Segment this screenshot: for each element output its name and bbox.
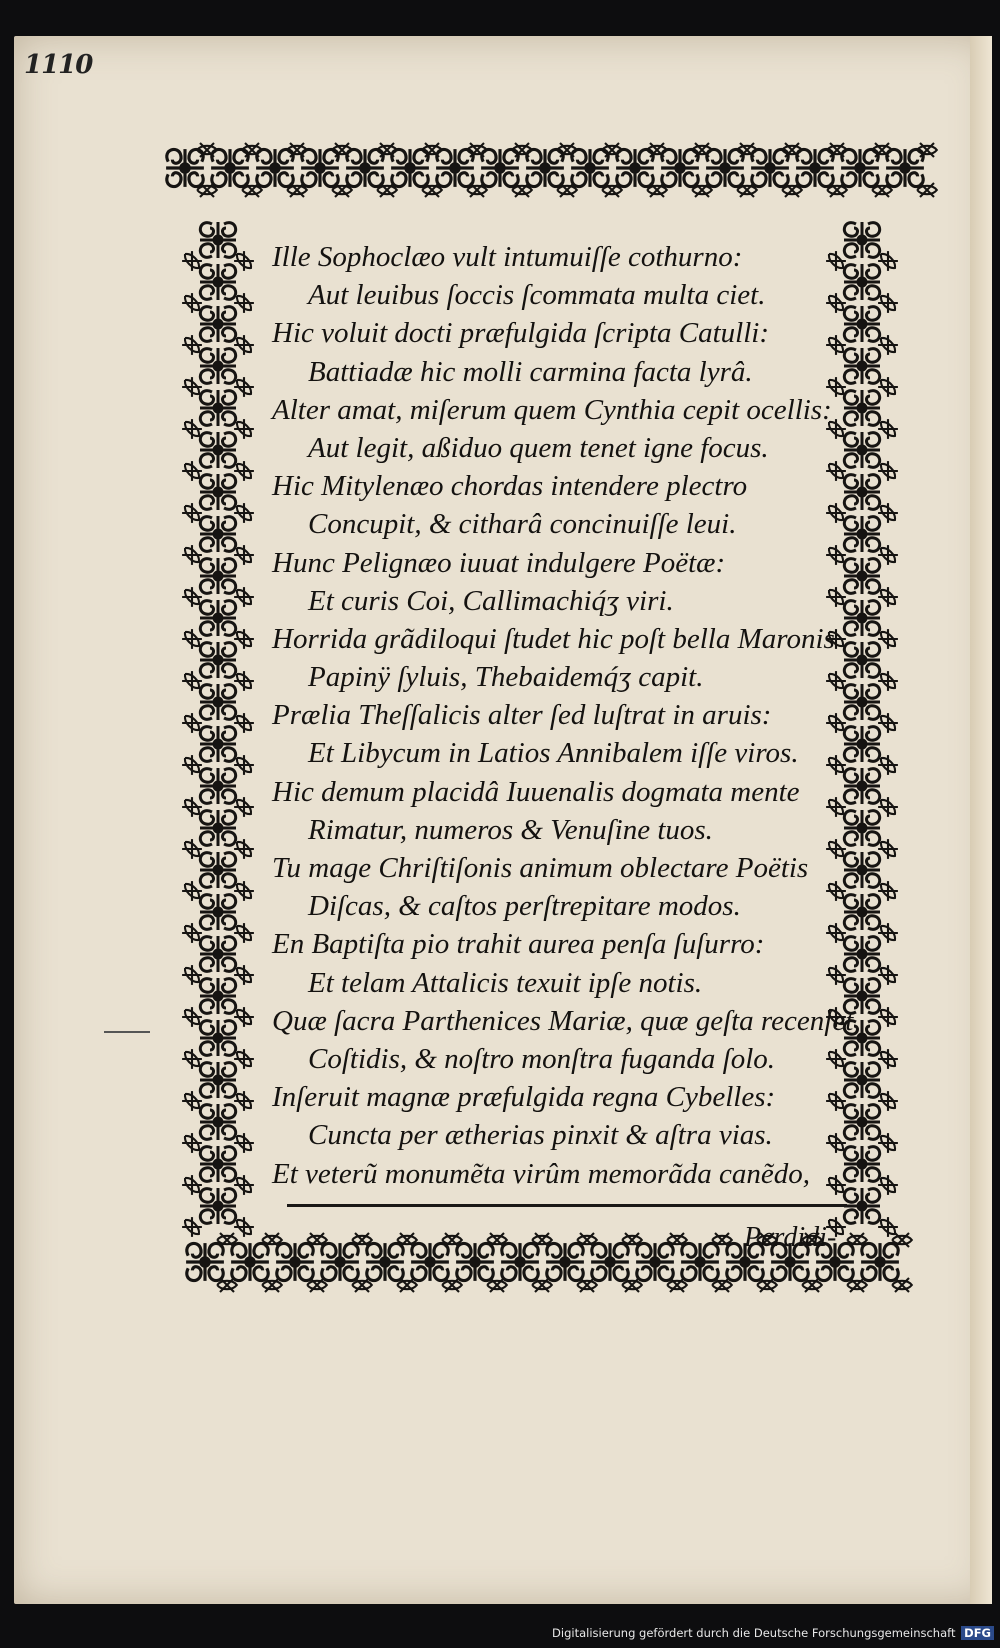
verse-line: Battiadæ hic molli carmina facta lyrâ. xyxy=(308,355,753,388)
verse-line: Tu mage Chriſtiſonis animum oblectare Poëtis xyxy=(272,852,809,884)
verse-line: Ille Sophoclæo vult intumuiſſe cothurno: xyxy=(272,241,743,273)
verse-line: Aut leuibus ſoccis ſcommata multa ciet. xyxy=(308,279,766,312)
verse-line: Concupit, & citharâ concinuiſſe leui. xyxy=(308,508,737,541)
closing-rule xyxy=(287,1204,847,1207)
verse-line: Quæ ſacra Parthenices Mariæ, quæ geſta recenſet xyxy=(272,1004,854,1037)
verse-line: Coſtidis, & noſtro monſtra fuganda ſolo. xyxy=(308,1042,776,1075)
margin-mark xyxy=(104,1031,150,1033)
verse-line: Cuncta per ætherias pinxit & aſtra vias. xyxy=(308,1119,773,1152)
verse-line: Inſeruit magnæ præfulgida regna Cybelles: xyxy=(272,1081,776,1114)
verse-line: En Baptiſta pio trahit aurea penſa ſuſurro: xyxy=(272,928,765,961)
poem-text xyxy=(272,238,852,1193)
folio-number: 1110 xyxy=(24,50,93,80)
verse-line: Et telam Attalicis texuit ipſe notis. xyxy=(308,966,703,999)
digitization-credit xyxy=(552,1626,994,1640)
verse-line: Rimatur, numeros & Venuſine tuos. xyxy=(308,813,713,846)
catchword: Perdidi- xyxy=(744,1222,837,1253)
verse-line: Diſcas, & caſtos perſtrepitare modos. xyxy=(308,890,741,923)
verse-line: Et veterũ monumẽta virûm memorãda canẽdo, xyxy=(272,1157,810,1190)
verse-line: Alter amat, miſerum quem Cynthia cepit ocellis: xyxy=(272,393,832,426)
dfg-logo: DFG xyxy=(961,1626,994,1640)
verse-line: Hic Mitylenæo chordas intendere plectro xyxy=(272,470,748,503)
verse-line: Prælia Theſſalicis alter ſed luſtrat in aruis: xyxy=(272,699,772,732)
verse-line: Horrida grãdiloqui ſtudet hic poſt bella Maronis xyxy=(272,622,835,655)
verse-line: Aut legit, aßiduo quem tenet igne focus. xyxy=(308,431,769,464)
verse-line: Hunc Pelignæo iuuat indulgere Poëtæ: xyxy=(272,546,726,579)
verse-line: Et Libycum in Latios Annibalem iſſe viros. xyxy=(308,737,799,770)
verse-line: Et curis Coi, Callimachiq́ʒ viri. xyxy=(308,584,674,617)
verse-line: Hic voluit docti præfulgida ſcripta Catulli: xyxy=(272,317,770,350)
credit-text: Digitalisierung gefördert durch die Deutsche Forschungsgemeinschaft xyxy=(552,1626,956,1640)
verse-line: Papinÿ ſyluis, Thebaidemq́ʒ capit. xyxy=(308,661,704,694)
verse-line: Hic demum placidâ Iuuenalis dogmata mente xyxy=(272,775,800,808)
